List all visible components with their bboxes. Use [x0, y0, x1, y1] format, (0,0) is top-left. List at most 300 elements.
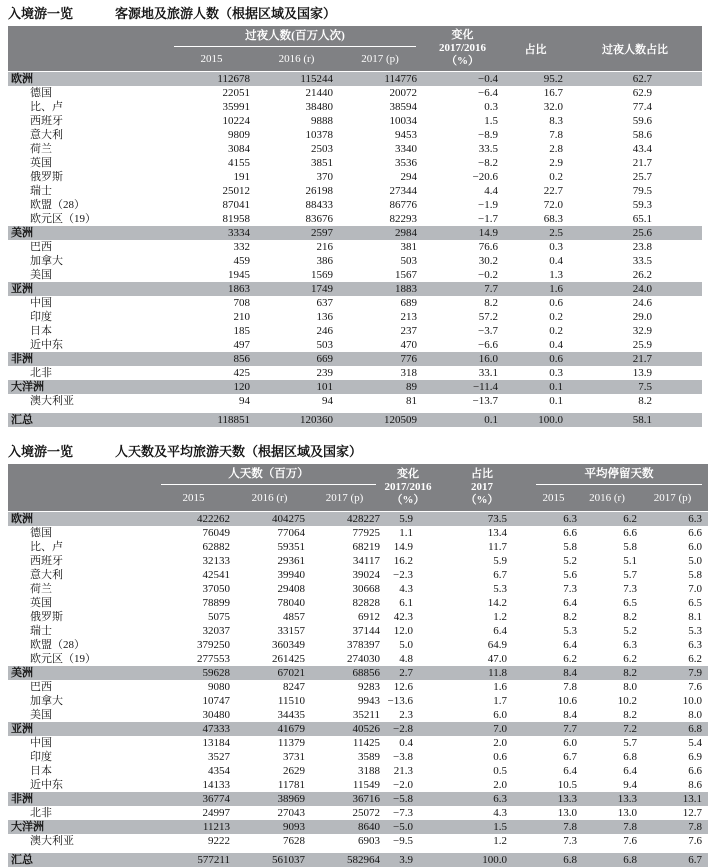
value-cell: 29408: [232, 582, 307, 596]
row-label: 英国: [8, 156, 168, 170]
region-row: [8, 792, 708, 806]
value-cell: 95.2: [503, 72, 568, 87]
value-cell: 25012: [168, 184, 255, 198]
year-2015-header: 2015: [168, 47, 255, 72]
value-cell: −0.4: [422, 72, 503, 87]
country-row: [8, 708, 708, 722]
value-cell: 7.0: [434, 722, 530, 736]
value-cell: 59.3: [568, 198, 702, 212]
table1-title: [8, 3, 711, 22]
country-row: [8, 540, 708, 554]
value-cell: 459: [168, 254, 255, 268]
value-cell: 13.0: [577, 806, 637, 820]
value-cell: 8.0: [577, 680, 637, 694]
value-cell: 7.7: [422, 282, 503, 296]
value-cell: 57.2: [422, 310, 503, 324]
value-cell: 10.0: [637, 694, 708, 708]
value-cell: 81958: [168, 212, 255, 226]
value-cell: 1749: [255, 282, 338, 296]
value-cell: 65.1: [568, 212, 702, 226]
corner-cell: [8, 464, 155, 512]
share-header-line3: （%）: [434, 494, 530, 507]
value-cell: −9.5: [382, 834, 434, 848]
total-row: [8, 853, 708, 867]
change-header-line3: （%）: [422, 55, 503, 68]
value-cell: 0.5: [434, 764, 530, 778]
value-cell: 11781: [232, 778, 307, 792]
year-2017-header: 2017 (p): [338, 47, 422, 72]
row-label: 俄罗斯: [8, 610, 155, 624]
value-cell: 237: [338, 324, 422, 338]
row-label: 大洋洲: [8, 820, 155, 834]
value-cell: 21.7: [568, 352, 702, 366]
value-cell: 26198: [255, 184, 338, 198]
value-cell: 32133: [155, 554, 232, 568]
value-cell: 77064: [232, 526, 307, 540]
value-cell: 24.0: [568, 282, 702, 296]
value-cell: 0.6: [503, 352, 568, 366]
table2-title: [8, 441, 711, 460]
country-row: [8, 806, 708, 820]
value-cell: 62.9: [568, 86, 702, 100]
value-cell: 59351: [232, 540, 307, 554]
value-cell: −8.9: [422, 128, 503, 142]
value-cell: 24.6: [568, 296, 702, 310]
avg-year-2016-header: 2016 (r): [577, 485, 637, 512]
country-row: [8, 554, 708, 568]
value-cell: 0.1: [422, 413, 503, 427]
value-cell: 277553: [155, 652, 232, 666]
value-cell: 9943: [307, 694, 382, 708]
country-row: [8, 212, 702, 226]
value-cell: 33.5: [422, 142, 503, 156]
value-cell: 11.8: [434, 666, 530, 680]
value-cell: 2.0: [434, 778, 530, 792]
value-cell: 0.2: [503, 310, 568, 324]
value-cell: 30.2: [422, 254, 503, 268]
change-header-line2: 2017/2016: [382, 481, 434, 494]
avg-stay-group-header: [530, 464, 708, 485]
year-2015-header: 2015: [155, 485, 232, 512]
corner-cell: [8, 26, 168, 72]
country-row: [8, 170, 702, 184]
country-row: [8, 268, 702, 282]
value-cell: 9.4: [577, 778, 637, 792]
value-cell: 6.5: [577, 596, 637, 610]
row-label: 北非: [8, 806, 155, 820]
group-label: 人天数（百万）: [161, 468, 376, 485]
value-cell: 6.2: [530, 652, 577, 666]
value-cell: 68219: [307, 540, 382, 554]
value-cell: 5.7: [577, 736, 637, 750]
value-cell: 5.8: [637, 568, 708, 582]
region-row: [8, 282, 702, 296]
value-cell: −20.6: [422, 170, 503, 184]
region-row: [8, 722, 708, 736]
value-cell: 191: [168, 170, 255, 184]
row-label: 汇总: [8, 413, 168, 427]
value-cell: 33157: [232, 624, 307, 638]
person-days-group-header: [155, 464, 382, 485]
value-cell: 21.3: [382, 764, 434, 778]
value-cell: 76049: [155, 526, 232, 540]
value-cell: 11510: [232, 694, 307, 708]
row-label: 美国: [8, 708, 155, 722]
row-label: 巴西: [8, 680, 155, 694]
table1-body: [8, 72, 702, 428]
total-row: [8, 413, 702, 427]
value-cell: 81: [338, 394, 422, 408]
row-label: 中国: [8, 296, 168, 310]
value-cell: 12.0: [382, 624, 434, 638]
year-2016-header: 2016 (r): [232, 485, 307, 512]
value-cell: 7628: [232, 834, 307, 848]
country-row: [8, 624, 708, 638]
value-cell: 4354: [155, 764, 232, 778]
region-row: [8, 352, 702, 366]
row-label: 澳大利亚: [8, 834, 155, 848]
value-cell: 32037: [155, 624, 232, 638]
country-row: [8, 184, 702, 198]
value-cell: −1.9: [422, 198, 503, 212]
value-cell: 47333: [155, 722, 232, 736]
row-label: 巴西: [8, 240, 168, 254]
value-cell: 577211: [155, 853, 232, 867]
value-cell: 6.8: [577, 750, 637, 764]
country-row: [8, 156, 702, 170]
value-cell: 2.8: [503, 142, 568, 156]
value-cell: 118851: [168, 413, 255, 427]
value-cell: 8.4: [530, 666, 577, 680]
value-cell: 115244: [255, 72, 338, 87]
value-cell: 67021: [232, 666, 307, 680]
value-cell: 7.8: [503, 128, 568, 142]
row-label: 非洲: [8, 352, 168, 366]
value-cell: 7.6: [637, 834, 708, 848]
row-label: 荷兰: [8, 142, 168, 156]
value-cell: 5.3: [434, 582, 530, 596]
value-cell: 8.2: [577, 708, 637, 722]
value-cell: 8.2: [422, 296, 503, 310]
value-cell: 5.3: [530, 624, 577, 638]
row-label: 欧洲: [8, 72, 168, 87]
value-cell: 318: [338, 366, 422, 380]
value-cell: 210: [168, 310, 255, 324]
row-label: 意大利: [8, 568, 155, 582]
value-cell: 379250: [155, 638, 232, 652]
row-label: 澳大利亚: [8, 394, 168, 408]
value-cell: 120509: [338, 413, 422, 427]
value-cell: 25.9: [568, 338, 702, 352]
value-cell: 6.6: [530, 526, 577, 540]
country-row: [8, 568, 708, 582]
value-cell: 11379: [232, 736, 307, 750]
value-cell: 42541: [155, 568, 232, 582]
value-cell: 16.7: [503, 86, 568, 100]
value-cell: 0.4: [503, 338, 568, 352]
value-cell: 0.4: [382, 736, 434, 750]
row-label: 汇总: [8, 853, 155, 867]
value-cell: −8.2: [422, 156, 503, 170]
value-cell: 5.0: [637, 554, 708, 568]
value-cell: 78040: [232, 596, 307, 610]
value-cell: 561037: [232, 853, 307, 867]
row-label: 西班牙: [8, 554, 155, 568]
value-cell: 10378: [255, 128, 338, 142]
value-cell: 22.7: [503, 184, 568, 198]
value-cell: 246: [255, 324, 338, 338]
value-cell: 27344: [338, 184, 422, 198]
row-label: 英国: [8, 596, 155, 610]
value-cell: −5.8: [382, 792, 434, 806]
value-cell: −1.7: [422, 212, 503, 226]
value-cell: 14.9: [422, 226, 503, 240]
country-row: [8, 310, 702, 324]
region-row: [8, 512, 708, 527]
value-cell: 76.6: [422, 240, 503, 254]
row-label: 意大利: [8, 128, 168, 142]
value-cell: 1.5: [434, 820, 530, 834]
region-row: [8, 226, 702, 240]
value-cell: 185: [168, 324, 255, 338]
value-cell: 9888: [255, 114, 338, 128]
row-label: 日本: [8, 764, 155, 778]
value-cell: 2503: [255, 142, 338, 156]
value-cell: −5.0: [382, 820, 434, 834]
row-label: 美洲: [8, 226, 168, 240]
value-cell: 62882: [155, 540, 232, 554]
value-cell: 6.3: [637, 512, 708, 527]
value-cell: 6.3: [530, 512, 577, 527]
value-cell: 5.2: [530, 554, 577, 568]
overnight-visitors-table: [8, 26, 702, 427]
value-cell: 5.8: [577, 540, 637, 554]
value-cell: 6.8: [577, 853, 637, 867]
share-header: 占比: [503, 26, 568, 72]
value-cell: −13.6: [382, 694, 434, 708]
value-cell: 7.8: [637, 820, 708, 834]
country-row: [8, 582, 708, 596]
row-label: 大洋洲: [8, 380, 168, 394]
value-cell: 26.2: [568, 268, 702, 282]
value-cell: 11425: [307, 736, 382, 750]
value-cell: 29.0: [568, 310, 702, 324]
value-cell: 776: [338, 352, 422, 366]
row-label: 北非: [8, 366, 168, 380]
avg-year-2015-header: 2015: [530, 485, 577, 512]
value-cell: 0.6: [503, 296, 568, 310]
value-cell: 9809: [168, 128, 255, 142]
value-cell: 5.1: [577, 554, 637, 568]
value-cell: 0.1: [503, 394, 568, 408]
value-cell: 6.1: [382, 596, 434, 610]
value-cell: 9453: [338, 128, 422, 142]
value-cell: 8.2: [577, 666, 637, 680]
value-cell: 213: [338, 310, 422, 324]
value-cell: 689: [338, 296, 422, 310]
value-cell: −2.0: [382, 778, 434, 792]
value-cell: 5075: [155, 610, 232, 624]
value-cell: 2.7: [382, 666, 434, 680]
value-cell: 386: [255, 254, 338, 268]
table2-body: [8, 512, 708, 867]
value-cell: 82293: [338, 212, 422, 226]
value-cell: 34435: [232, 708, 307, 722]
value-cell: 1863: [168, 282, 255, 296]
value-cell: 120: [168, 380, 255, 394]
region-row: [8, 820, 708, 834]
value-cell: 8.4: [530, 708, 577, 722]
value-cell: 1567: [338, 268, 422, 282]
value-cell: 6.9: [637, 750, 708, 764]
value-cell: 428227: [307, 512, 382, 527]
value-cell: 6.0: [637, 540, 708, 554]
value-cell: 6.5: [637, 596, 708, 610]
value-cell: 7.3: [530, 582, 577, 596]
value-cell: 16.0: [422, 352, 503, 366]
value-cell: 6.4: [434, 624, 530, 638]
value-cell: 4857: [232, 610, 307, 624]
value-cell: −13.7: [422, 394, 503, 408]
value-cell: 62.7: [568, 72, 702, 87]
value-cell: 8.2: [530, 610, 577, 624]
value-cell: −0.2: [422, 268, 503, 282]
value-cell: 470: [338, 338, 422, 352]
value-cell: 100.0: [434, 853, 530, 867]
value-cell: 13184: [155, 736, 232, 750]
value-cell: 38594: [338, 100, 422, 114]
value-cell: 3589: [307, 750, 382, 764]
value-cell: 43.4: [568, 142, 702, 156]
value-cell: 2.9: [503, 156, 568, 170]
value-cell: 381: [338, 240, 422, 254]
value-cell: 6903: [307, 834, 382, 848]
value-cell: 77.4: [568, 100, 702, 114]
value-cell: 79.5: [568, 184, 702, 198]
value-cell: 503: [255, 338, 338, 352]
value-cell: 5.4: [637, 736, 708, 750]
value-cell: −6.4: [422, 86, 503, 100]
value-cell: 404275: [232, 512, 307, 527]
value-cell: 39024: [307, 568, 382, 582]
value-cell: 8640: [307, 820, 382, 834]
value-cell: 6.2: [577, 512, 637, 527]
value-cell: 34117: [307, 554, 382, 568]
value-cell: 13.3: [577, 792, 637, 806]
value-cell: 86776: [338, 198, 422, 212]
value-cell: 6.8: [637, 722, 708, 736]
value-cell: 38480: [255, 100, 338, 114]
row-label: 德国: [8, 86, 168, 100]
value-cell: 33.5: [568, 254, 702, 268]
value-cell: 0.3: [503, 366, 568, 380]
value-cell: 2597: [255, 226, 338, 240]
value-cell: 7.5: [568, 380, 702, 394]
value-cell: 3851: [255, 156, 338, 170]
value-cell: 3527: [155, 750, 232, 764]
country-row: [8, 680, 708, 694]
value-cell: 2629: [232, 764, 307, 778]
value-cell: 78899: [155, 596, 232, 610]
value-cell: 114776: [338, 72, 422, 87]
value-cell: 10747: [155, 694, 232, 708]
value-cell: 6.8: [530, 853, 577, 867]
value-cell: 10034: [338, 114, 422, 128]
value-cell: 36716: [307, 792, 382, 806]
value-cell: 39940: [232, 568, 307, 582]
country-row: [8, 596, 708, 610]
value-cell: 497: [168, 338, 255, 352]
change-header: [382, 464, 434, 512]
value-cell: −3.8: [382, 750, 434, 764]
header-row-group: [8, 26, 702, 47]
value-cell: 10.6: [530, 694, 577, 708]
row-label: 亚洲: [8, 722, 155, 736]
value-cell: 11549: [307, 778, 382, 792]
value-cell: 6.2: [577, 652, 637, 666]
value-cell: 58.1: [568, 413, 702, 427]
value-cell: 9093: [232, 820, 307, 834]
value-cell: 216: [255, 240, 338, 254]
value-cell: 88433: [255, 198, 338, 212]
value-cell: 9222: [155, 834, 232, 848]
country-row: [8, 254, 702, 268]
value-cell: 332: [168, 240, 255, 254]
value-cell: 3084: [168, 142, 255, 156]
value-cell: 6.2: [637, 652, 708, 666]
value-cell: 33.1: [422, 366, 503, 380]
value-cell: 3188: [307, 764, 382, 778]
value-cell: 261425: [232, 652, 307, 666]
value-cell: 425: [168, 366, 255, 380]
person-days-section: [8, 441, 711, 867]
country-row: [8, 86, 702, 100]
value-cell: 21440: [255, 86, 338, 100]
row-label: 加拿大: [8, 694, 155, 708]
value-cell: 59.6: [568, 114, 702, 128]
value-cell: 7.8: [577, 820, 637, 834]
value-cell: 40526: [307, 722, 382, 736]
value-cell: 708: [168, 296, 255, 310]
value-cell: 0.4: [503, 254, 568, 268]
value-cell: 23.8: [568, 240, 702, 254]
row-label: 欧元区（19）: [8, 652, 155, 666]
value-cell: 5.3: [637, 624, 708, 638]
country-row: [8, 114, 702, 128]
value-cell: 5.2: [577, 624, 637, 638]
value-cell: 11.7: [434, 540, 530, 554]
value-cell: 7.6: [637, 680, 708, 694]
value-cell: 4.4: [422, 184, 503, 198]
value-cell: 7.3: [577, 582, 637, 596]
table2-title-desc: 人天数及平均旅游天数（根据区域及国家）: [115, 444, 362, 459]
value-cell: 4.8: [382, 652, 434, 666]
row-label: 比、卢: [8, 540, 155, 554]
overnight-visitors-section: [8, 3, 711, 427]
value-cell: 5.0: [382, 638, 434, 652]
value-cell: 12.6: [382, 680, 434, 694]
value-cell: 9080: [155, 680, 232, 694]
value-cell: 8247: [232, 680, 307, 694]
value-cell: 22051: [168, 86, 255, 100]
value-cell: 422262: [155, 512, 232, 527]
country-row: [8, 764, 708, 778]
value-cell: 360349: [232, 638, 307, 652]
value-cell: 1.5: [422, 114, 503, 128]
value-cell: −3.7: [422, 324, 503, 338]
country-row: [8, 778, 708, 792]
row-label: 近中东: [8, 338, 168, 352]
